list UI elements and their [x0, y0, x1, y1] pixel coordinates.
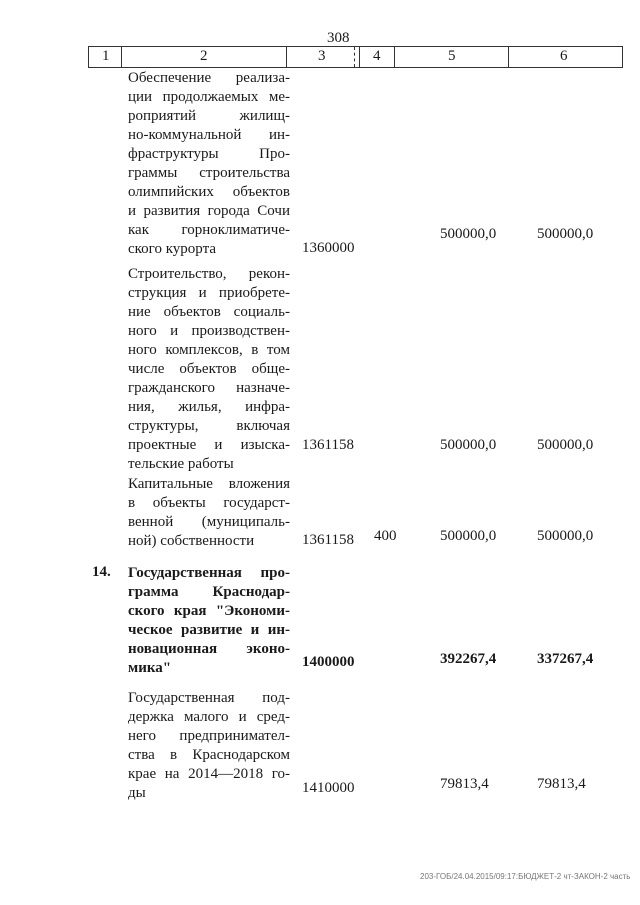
row-2-description [128, 475, 290, 551]
row-3-desc-line: мика" [128, 660, 172, 676]
row-2-code: 1361158 [302, 532, 354, 548]
row-3-code: 1400000 [302, 654, 355, 670]
row-0-desc-line: фраструктуры Про- [128, 146, 290, 162]
row-4-desc-line: Государственная под- [128, 690, 290, 706]
row-0-desc-line: граммы строительства [128, 165, 290, 181]
row-1-desc-line: ного и производствен- [128, 323, 290, 339]
row-2-desc-line: ной) собственности [128, 533, 255, 549]
row-4-desc-line: держка малого и сред- [128, 709, 290, 725]
row-1-sum-2: 500000,0 [537, 437, 594, 453]
row-3-description [128, 564, 290, 678]
row-1-desc-line: структуры, включая [128, 418, 290, 434]
row-0-desc-line: Обеспечение реализа- [128, 70, 290, 86]
row-4-sum-1: 79813,4 [440, 776, 489, 792]
column-header-3: 3 [318, 48, 326, 64]
column-header-4: 4 [373, 48, 381, 64]
row-3-sum-2: 337267,4 [537, 651, 594, 667]
row-2-vr: 400 [374, 528, 397, 544]
row-2-sum-2: 500000,0 [537, 528, 594, 544]
column-header-row [88, 46, 623, 68]
row-3-desc-line: Государственная про- [128, 565, 290, 581]
row-0-desc-line: олимпийских объектов [128, 184, 290, 200]
row-4-desc-line: него предпринимател- [128, 728, 290, 744]
row-3-desc-line: новационная эконо- [128, 641, 290, 657]
row-0-code: 1360000 [302, 240, 355, 256]
row-0-desc-line: но-коммунальной ин- [128, 127, 290, 143]
row-0-desc-line: ского курорта [128, 241, 216, 257]
row-4-desc-line: крае на 2014—2018 го- [128, 766, 290, 782]
row-2-sum-1: 500000,0 [440, 528, 497, 544]
row-0-desc-line: роприятий жилищ- [128, 108, 290, 124]
row-1-sum-1: 500000,0 [440, 437, 497, 453]
column-header-2: 2 [200, 48, 208, 64]
row-0-description [128, 69, 290, 259]
row-0-desc-line: ции продолжаемых ме- [128, 89, 290, 105]
row-4-code: 1410000 [302, 780, 355, 796]
row-4-desc-line: ды [128, 785, 146, 801]
row-3-number: 14. [92, 564, 111, 580]
row-1-desc-line: гражданского назначе- [128, 380, 290, 396]
row-2-desc-line: в объекты государст- [128, 495, 290, 511]
row-0-sum-2: 500000,0 [537, 226, 594, 242]
row-1-desc-line: струкция и приобрете- [128, 285, 290, 301]
document-footer: 203-ГОБ/24.04.2015/09:17:БЮДЖЕТ-2 чт-ЗАКОН-2 часть [420, 872, 631, 881]
row-1-desc-line: проектные и изыска- [128, 437, 290, 453]
row-1-desc-line: ного комплексов, в том [128, 342, 290, 358]
row-4-sum-2: 79813,4 [537, 776, 586, 792]
row-1-desc-line: ние объектов социаль- [128, 304, 290, 320]
row-1-desc-line: тельские работы [128, 456, 234, 472]
row-1-desc-line: ния, жилья, инфра- [128, 399, 290, 415]
row-3-desc-line: грамма Краснодар- [128, 584, 290, 600]
row-3-desc-line: ческое развитие и ин- [128, 622, 290, 638]
row-4-description [128, 689, 290, 803]
row-1-desc-line: числе объектов обще- [128, 361, 290, 377]
row-0-sum-1: 500000,0 [440, 226, 497, 242]
row-0-desc-line: как горноклиматиче- [128, 222, 290, 238]
column-header-6: 6 [560, 48, 568, 64]
column-header-5: 5 [448, 48, 456, 64]
row-2-desc-line: венной (муниципаль- [128, 514, 290, 530]
row-1-desc-line: Строительство, рекон- [128, 266, 290, 282]
row-1-code: 1361158 [302, 437, 354, 453]
column-header-1: 1 [102, 48, 110, 64]
row-0-desc-line: и развития города Сочи [128, 203, 290, 219]
row-3-sum-1: 392267,4 [440, 651, 497, 667]
row-4-desc-line: ства в Краснодарском [128, 747, 290, 763]
row-1-description [128, 265, 290, 474]
row-3-desc-line: ского края "Экономи- [128, 603, 290, 619]
row-2-desc-line: Капитальные вложения [128, 476, 290, 492]
page-number: 308 [327, 30, 350, 46]
